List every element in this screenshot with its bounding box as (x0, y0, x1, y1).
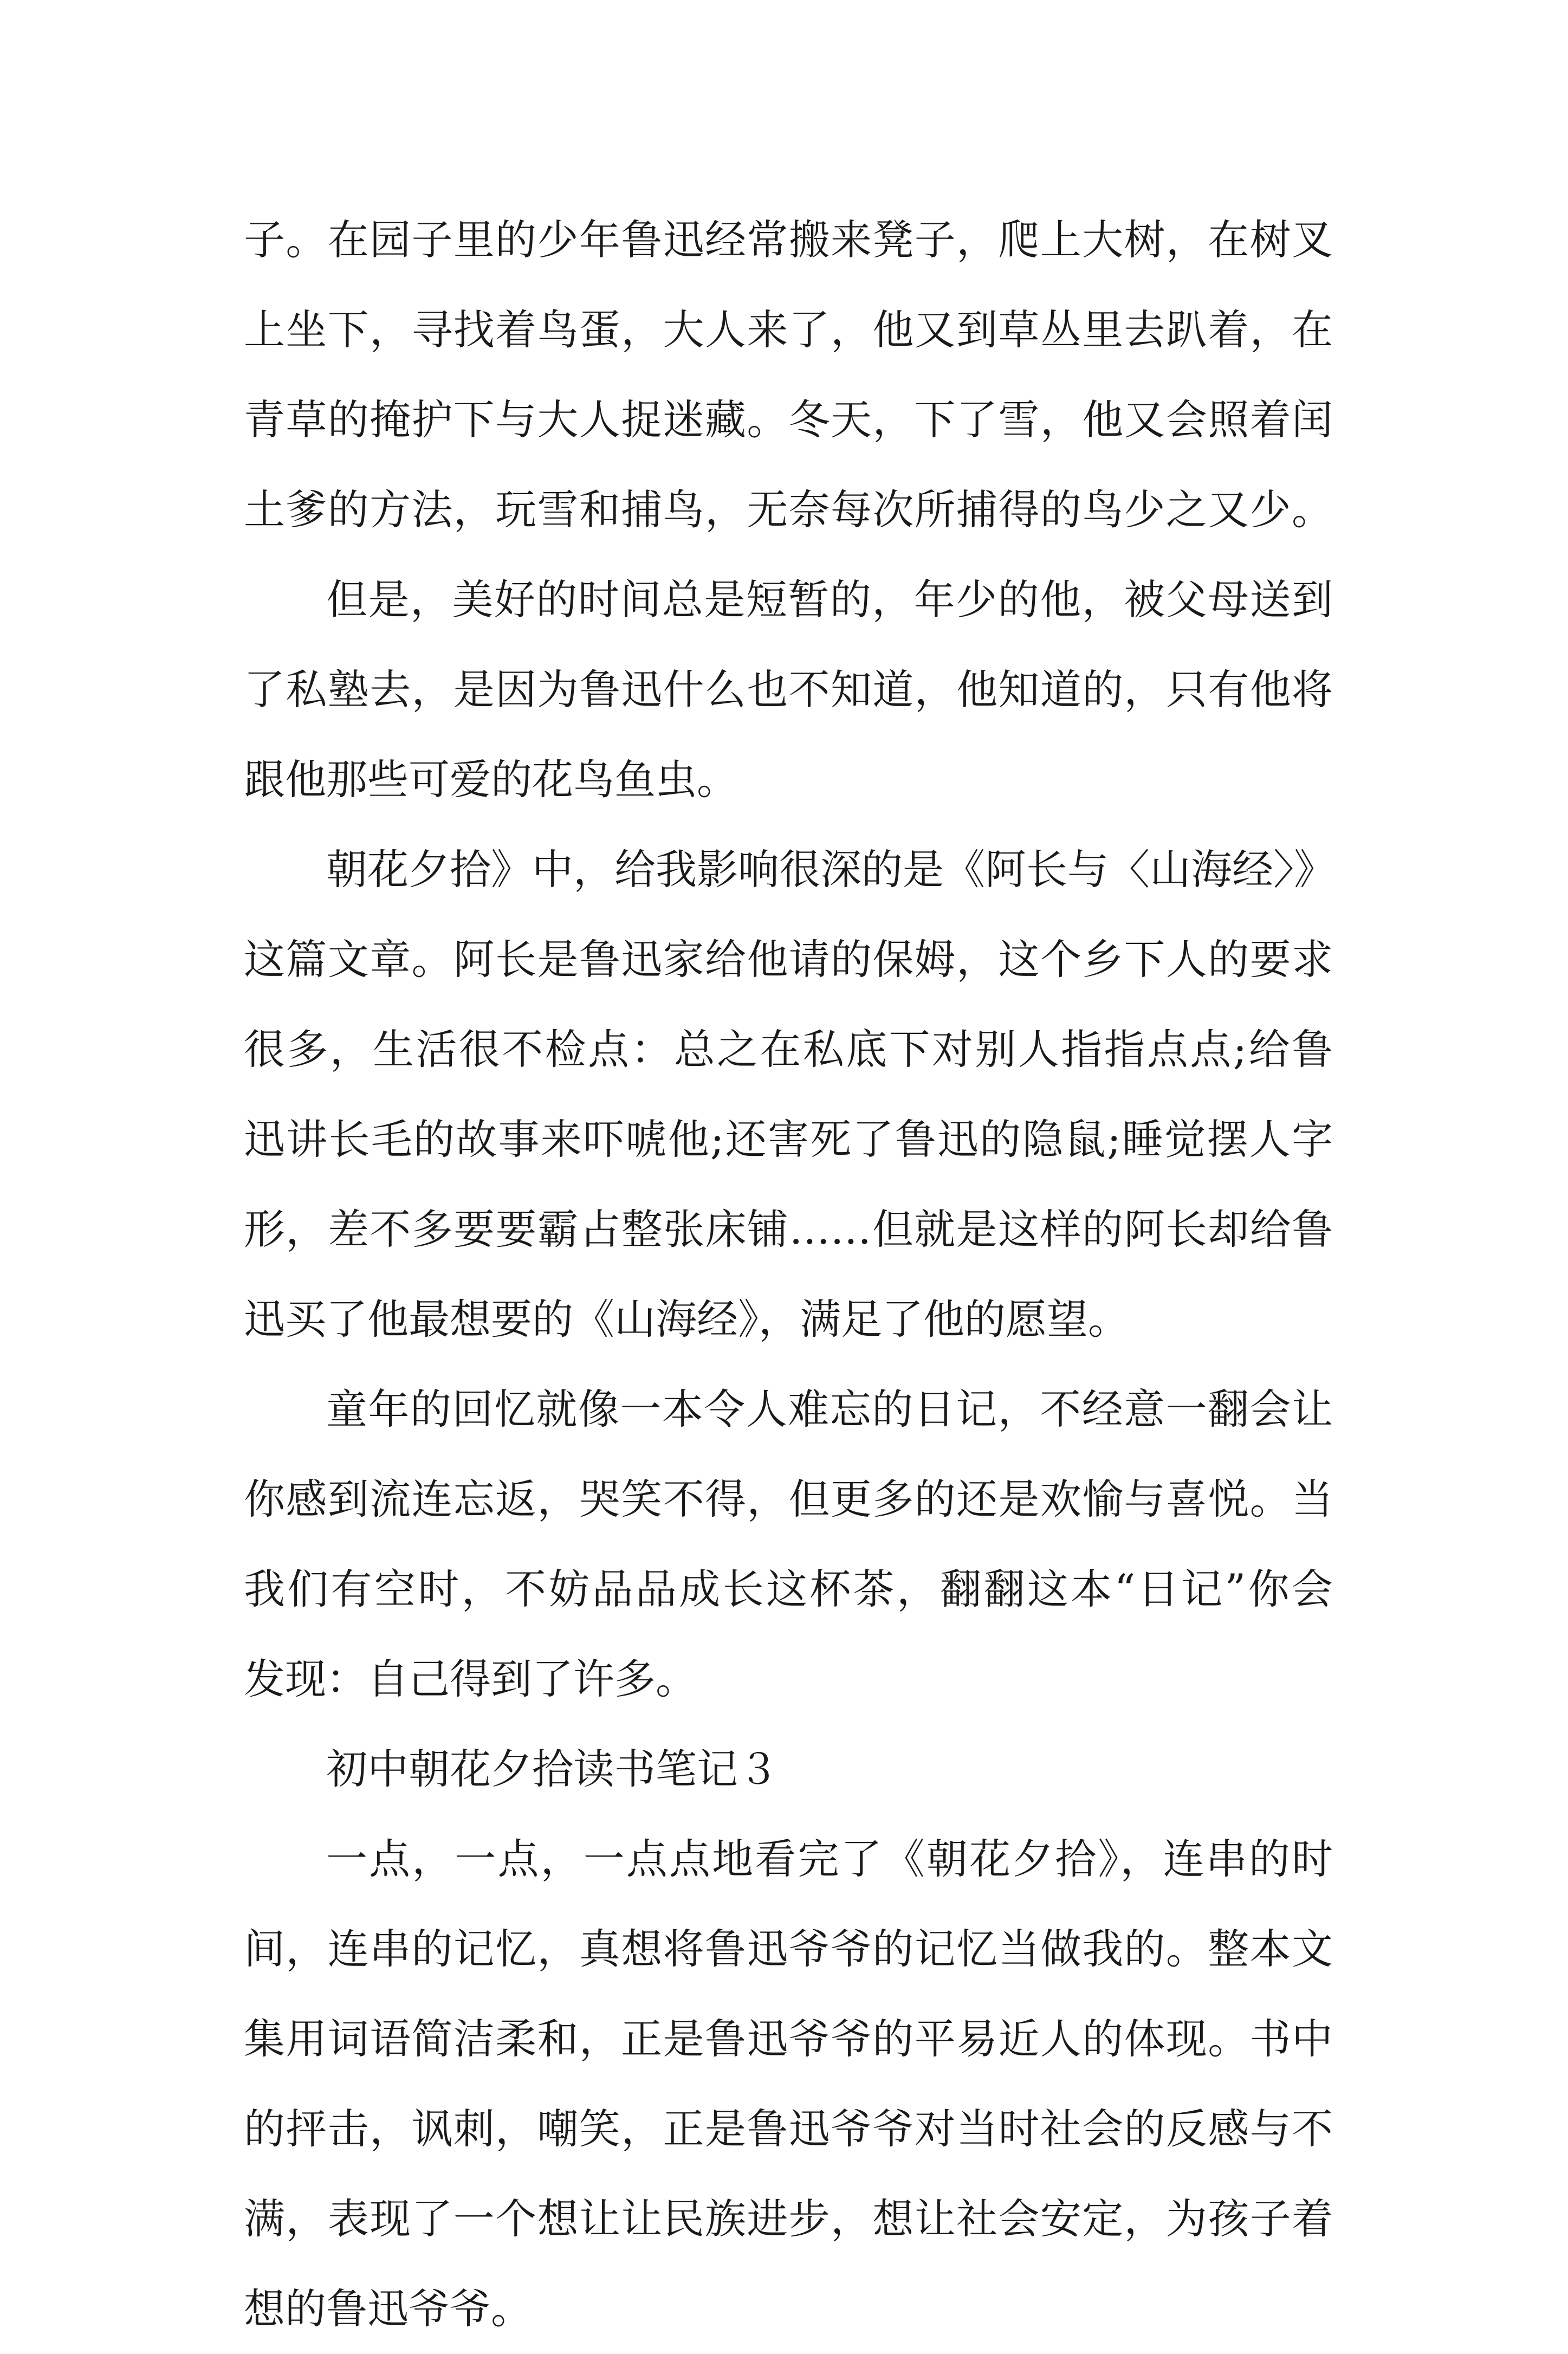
text-line: 了私塾去，是因为鲁迅什么也不知道，他知道的，只有他将 (244, 665, 1333, 714)
text-line: 的抨击，讽刺，嘲笑，正是鲁迅爷爷对当时社会的反感与不 (244, 2105, 1333, 2153)
text-line: 我们有空时，不妨品品成长这杯茶，翻翻这本“日记”你会 (244, 1565, 1333, 1613)
text-line: 想的鲁迅爷爷。 (244, 2285, 532, 2333)
text-line: 迅讲长毛的故事来吓唬他;还害死了鲁迅的隐鼠;睡觉摆人字 (244, 1115, 1333, 1163)
text-line: 土爹的方法，玩雪和捕鸟，无奈每次所捕得的鸟少之又少。 (244, 486, 1333, 534)
text-line: 满，表现了一个想让让民族进步，想让社会安定，为孩子着 (244, 2195, 1333, 2243)
text-line: 这篇文章。阿长是鲁迅家给他请的保姆，这个乡下人的要求 (244, 935, 1333, 984)
text-line: 你感到流连忘返，哭笑不得，但更多的还是欢愉与喜悦。当 (244, 1475, 1333, 1523)
text-line: 形，差不多要要霸占整张床铺……但就是这样的阿长却给鲁 (244, 1205, 1333, 1253)
text-line: 迅买了他最想要的《山海经》，满足了他的愿望。 (244, 1295, 1129, 1343)
text-line: 初中朝花夕拾读书笔记３ (326, 1745, 779, 1793)
text-line: 子。在园子里的少年鲁迅经常搬来凳子，爬上大树，在树叉 (244, 216, 1333, 264)
text-line: 朝花夕拾》中，给我影响很深的是《阿长与〈山海经〉》 (326, 845, 1335, 894)
text-line: 集用词语简洁柔和，正是鲁迅爷爷的平易近人的体现。书中 (244, 2015, 1333, 2063)
text-line: 很多，生活很不检点：总之在私底下对别人指指点点;给鲁 (244, 1025, 1333, 1073)
text-line: 青草的掩护下与大人捉迷藏。冬天，下了雪，他又会照着闰 (244, 396, 1333, 444)
text-line: 上坐下，寻找着鸟蛋，大人来了，他又到草丛里去趴着，在 (244, 306, 1333, 354)
text-line: 一点，一点，一点点地看完了《朝花夕拾》，连串的时 (326, 1835, 1333, 1883)
text-line: 间，连串的记忆，真想将鲁迅爷爷的记忆当做我的。整本文 (244, 1925, 1333, 1973)
text-line: 童年的回忆就像一本令人难忘的日记，不经意一翻会让 (326, 1385, 1333, 1433)
text-line: 发现：自己得到了许多。 (244, 1655, 697, 1703)
text-line: 跟他那些可爱的花鸟鱼虫。 (244, 755, 738, 804)
document-body (244, 195, 1333, 2354)
text-line: 但是，美好的时间总是短暂的，年少的他，被父母送到 (326, 575, 1333, 624)
